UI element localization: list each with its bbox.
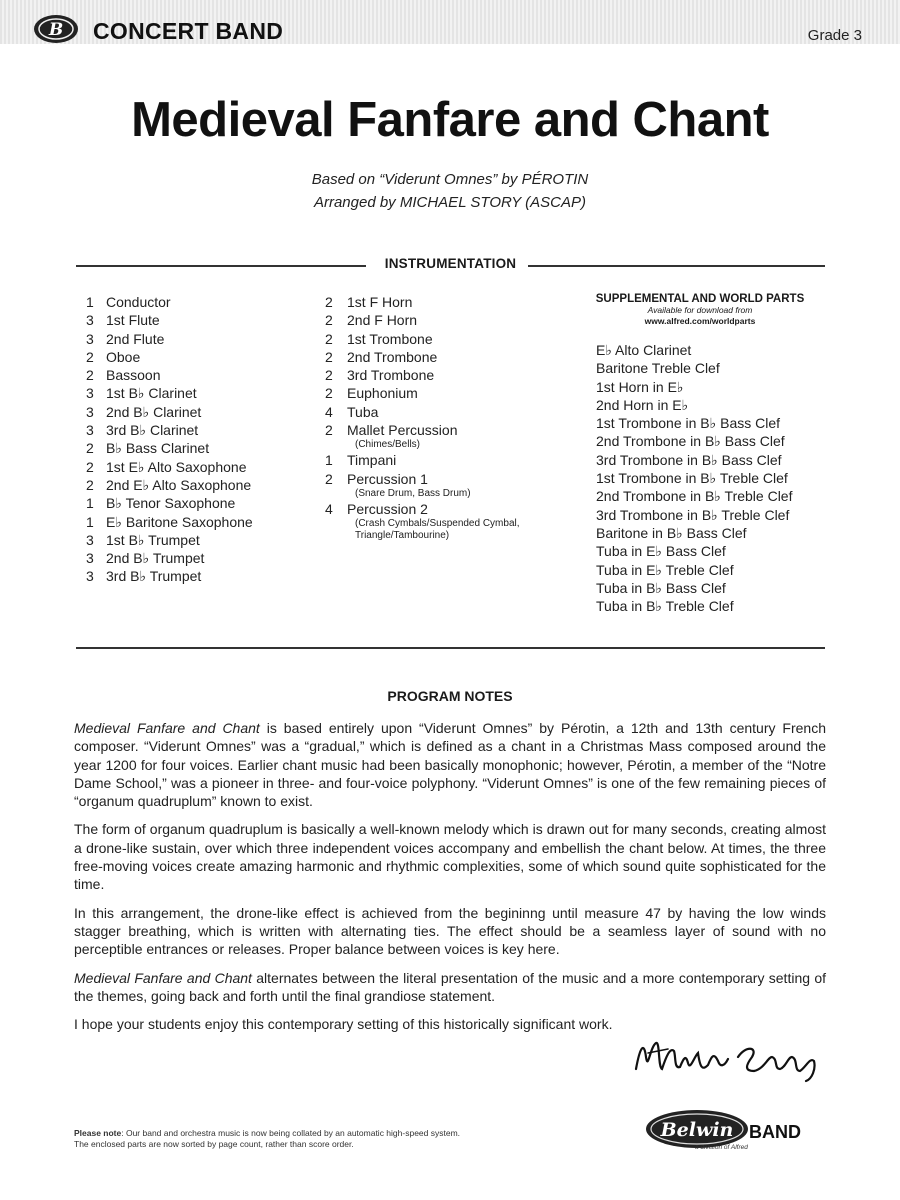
instrument-row: [325, 330, 520, 348]
paragraph-1-text: is based entirely upon “Viderunt Omnes” by Pérotin, a 12th and 13th century French composer. “Viderunt Omnes” was a “gradual,” which is defined as a chant in a Christmas Mass composed around the year 1200 for four voices. Earlier chant music had been basically monophonic; however, Pérotin, a member of the “Notre Dame School,” was a pioneer in three- and four-voice polyphony. “Viderunt Omnes” is one of the few remaining pieces of “organum quadruplum” known to exist.: [74, 720, 826, 810]
footnote: [74, 1128, 460, 1150]
program-notes-heading: PROGRAM NOTES: [387, 688, 513, 704]
supplemental-item: Tuba in E♭ Bass Clef: [596, 543, 726, 560]
supplemental-item: 3rd Trombone in B♭ Treble Clef: [596, 506, 790, 523]
instrument-qty: 2: [325, 294, 333, 310]
instrument-name: Percussion 2: [347, 500, 428, 517]
instrument-qty: 2: [325, 385, 333, 402]
instrument-note: (Crash Cymbals/Suspended Cymbal,: [355, 518, 520, 530]
instrument-name: 1st Flute: [106, 312, 160, 329]
instrument-row: [325, 470, 520, 488]
program-notes-paragraph-3: In this arrangement, the drone-like effect is achieved from the begininng until measure 47 by having the low winds stagger breathing, which is written with alternating ties. The effect should be a seamless layer of sound with no perceptible entrances or releases. Proper balance between voices is key here.: [74, 904, 826, 958]
instrument-note: (Chimes/Bells): [355, 439, 421, 451]
supplemental-item: Tuba in B♭ Bass Clef: [596, 579, 726, 596]
instrument-name: 2nd Flute: [106, 330, 165, 347]
instrument-row: [325, 348, 520, 366]
signature-icon: [628, 1027, 828, 1083]
instrument-name: 2nd Trombone: [347, 348, 438, 365]
piece-title-italic: Medieval Fanfare and Chant: [74, 969, 252, 986]
program-notes-paragraph-4: [74, 969, 826, 1006]
instrument-row: [325, 384, 520, 402]
supplemental-heading: SUPPLEMENTAL AND WORLD PARTS: [595, 293, 805, 305]
supplemental-item: E♭ Alto Clarinet: [596, 342, 692, 358]
supplemental-item: 2nd Trombone in B♭ Bass Clef: [596, 433, 785, 450]
instrument-qty: 2: [325, 422, 333, 439]
instrument-row: [325, 293, 520, 311]
instrument-row: [325, 366, 520, 384]
instrument-name: 1st E♭ Alto Saxophone: [106, 458, 247, 475]
instrument-qty: 2: [86, 458, 94, 475]
instrument-qty: 2: [325, 348, 333, 365]
belwin-logo-word: Belwin: [660, 1119, 734, 1141]
publisher-band-word: BAND: [749, 1122, 801, 1142]
program-notes-paragraph-5: I hope your students enjoy this contemporary setting of this historically significant work.: [74, 1016, 613, 1033]
footnote-line-1: : Our band and orchestra music is now being collated by an automatic high-speed system.: [121, 1128, 461, 1138]
program-notes-body: [74, 719, 826, 1043]
instrument-row: [325, 311, 520, 329]
instrument-name: Oboe: [106, 348, 141, 365]
series-label: CONCERT BAND: [93, 18, 284, 44]
supplemental-parts: [596, 293, 828, 615]
supplemental-item: 2nd Trombone in B♭ Treble Clef: [596, 488, 793, 505]
supplemental-item: 2nd Horn in E♭: [596, 396, 689, 413]
instrument-name: Timpani: [347, 452, 397, 469]
instrument-name: B♭ Bass Clarinet: [106, 440, 210, 457]
instrument-qty: 4: [325, 403, 333, 420]
instrument-qty: 3: [86, 531, 94, 548]
piece-title-italic: Medieval Fanfare and Chant: [74, 720, 260, 736]
instrument-qty: 1: [86, 513, 94, 530]
supplemental-item: Baritone Treble Clef: [596, 360, 720, 377]
instrument-name: 3rd B♭ Trumpet: [106, 568, 202, 585]
instrument-name: Bassoon: [106, 367, 161, 384]
paragraph-4-text: alternates between the literal presentation of the music and a more contemporary setting of the themes, going back and forth until the final grandiose statement.: [74, 969, 827, 1004]
supplemental-item: 3rd Trombone in B♭ Bass Clef: [596, 451, 782, 468]
instrument-name: 2nd E♭ Alto Saxophone: [106, 476, 252, 493]
instrument-name: Euphonium: [347, 385, 418, 402]
instrument-qty: 4: [325, 500, 333, 517]
instrument-qty: 1: [325, 452, 333, 469]
footnote-label: Please note: [74, 1128, 122, 1138]
instrument-row: [325, 403, 520, 421]
instrument-qty: 1: [86, 495, 94, 512]
instrumentation-column-2: [325, 293, 520, 542]
supplemental-list: [596, 341, 828, 615]
program-notes-paragraph-1: [74, 719, 826, 810]
instrument-name: 1st F Horn: [347, 294, 413, 310]
instrument-qty: 3: [86, 330, 94, 347]
svg-text:B: B: [48, 20, 64, 40]
instrument-name: 2nd B♭ Clarinet: [106, 403, 202, 420]
page-title: Medieval Fanfare and Chant: [131, 93, 769, 147]
instrument-note: Triangle/Tambourine): [355, 530, 450, 542]
supplemental-item: Baritone in B♭ Bass Clef: [596, 524, 747, 541]
instrument-row: [325, 451, 520, 469]
publisher-logo: [645, 1108, 830, 1154]
instrument-qty: 2: [325, 312, 333, 329]
instrument-qty: 3: [86, 385, 94, 402]
instrument-note: (Snare Drum, Bass Drum): [355, 487, 471, 499]
publisher-division: a division of Alfred: [695, 1144, 748, 1151]
instrument-name: 1st B♭ Clarinet: [106, 385, 197, 402]
instrument-qty: 2: [325, 330, 333, 347]
instrument-qty: 2: [86, 440, 94, 457]
supplemental-item: 1st Horn in E♭: [596, 378, 684, 395]
instrument-name: E♭ Baritone Saxophone: [106, 513, 253, 530]
section-divider: [76, 647, 825, 649]
instrument-row: [325, 421, 520, 439]
instrument-row: [325, 500, 520, 518]
instrument-name: B♭ Tenor Saxophone: [106, 495, 236, 512]
subtitle-based-on: Based on “Viderunt Omnes” by PÉROTIN: [311, 171, 589, 188]
grade-label: Grade 3: [807, 27, 862, 44]
supplemental-item: 1st Trombone in B♭ Bass Clef: [596, 415, 781, 432]
instrument-name: 3rd Trombone: [347, 367, 435, 384]
instrument-qty: 3: [86, 550, 94, 567]
supplemental-item: Tuba in B♭ Treble Clef: [596, 598, 734, 615]
subtitle-arranged-by: Arranged by MICHAEL STORY (ASCAP): [313, 194, 587, 211]
instrument-name: 1st Trombone: [347, 330, 433, 347]
instrument-qty: 2: [325, 367, 333, 384]
instrument-name: 3rd B♭ Clarinet: [106, 422, 199, 439]
instrument-qty: 3: [86, 312, 94, 329]
supplemental-item: 1st Trombone in B♭ Treble Clef: [596, 470, 788, 487]
supplemental-url: www.alfred.com/worldparts: [644, 316, 756, 326]
instrument-name: Mallet Percussion: [347, 422, 458, 439]
instrument-qty: 1: [86, 294, 94, 310]
instrument-qty: 3: [86, 422, 94, 439]
instrument-qty: 2: [325, 470, 333, 487]
instrument-qty: 2: [86, 367, 94, 384]
instrument-name: Conductor: [106, 294, 171, 310]
footnote-line-2: The enclosed parts are now sorted by page count, rather than score order.: [74, 1139, 354, 1149]
instrument-qty: 3: [86, 568, 94, 585]
instrument-qty: 2: [86, 476, 94, 493]
instrument-qty: 3: [86, 403, 94, 420]
instrument-name: 2nd F Horn: [347, 312, 418, 329]
instrument-name: 2nd B♭ Trumpet: [106, 550, 205, 567]
supplemental-item: Tuba in E♭ Treble Clef: [596, 561, 734, 578]
supplemental-subtext: Available for download from: [647, 305, 753, 315]
instrument-name: Percussion 1: [347, 470, 428, 487]
program-notes-paragraph-2: The form of organum quadruplum is basically a well-known melody which is drawn out for many seconds, creating almost a drone-like sustain, over which three independent voices accompany and embellish the chant below. At times, the three free-moving voices create amazing harmonic and rhythmic complexities, some of which sound quite sophisticated for the time.: [74, 821, 826, 893]
instrument-name: Tuba: [347, 403, 379, 420]
instrument-qty: 2: [86, 348, 94, 365]
instrument-name: 1st B♭ Trumpet: [106, 531, 200, 548]
instrumentation-heading-text: INSTRUMENTATION: [375, 256, 527, 271]
concert-band-logo-icon: [33, 14, 79, 44]
instrumentation-heading: [76, 256, 825, 276]
